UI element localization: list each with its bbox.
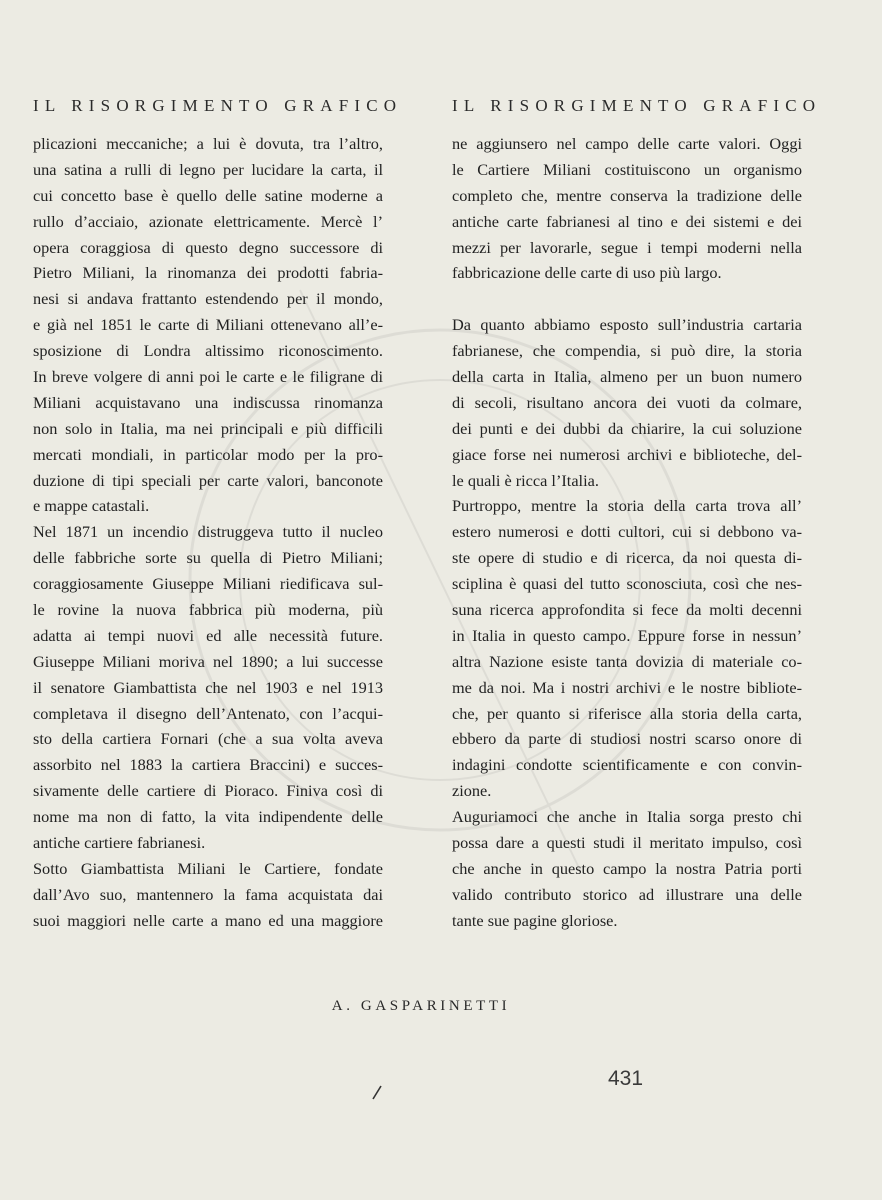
text-line: che, per quanto si riferisce alla storia della carta,	[452, 703, 802, 723]
text-line: le Cartiere Miliani costituiscono un organismo	[452, 159, 802, 179]
text-line: Sotto Giambattista Miliani le Cartiere, fondate	[33, 858, 383, 878]
text-line: in Italia in questo campo. Eppure forse in nessun’	[452, 625, 802, 645]
text-line: Pietro Miliani, la rinomanza dei prodotti fabria-	[33, 263, 383, 283]
paragraph-gap	[452, 286, 802, 312]
running-header-right: IL RISORGIMENTO GRAFICO	[452, 96, 822, 115]
text-line: coraggiosamente Giuseppe Miliani riedificava sul-	[33, 574, 383, 594]
text-line: della carta in Italia, almeno per un buon numero	[452, 367, 802, 387]
text-line: antiche carte fabrianesi al tino e dei sistemi e dei	[452, 211, 802, 231]
text-line: possa dare a questi studi il meritato impulso, così	[452, 833, 802, 853]
text-line: cui concetto base è quello delle satine moderne a	[33, 185, 383, 205]
text-line: giace forse nei numerosi archivi e biblioteche, del-	[452, 444, 802, 464]
text-line: sto della cartiera Fornari (che a sua volta aveva	[33, 729, 383, 749]
text-line: dall’Avo suo, mantennero la fama acquistata dai	[33, 884, 383, 904]
text-line: delle fabbriche sorte su quella di Pietro Miliani;	[33, 548, 383, 568]
text-line: sposizione di Londra altissimo riconoscimento.	[33, 341, 383, 361]
text-column-left	[33, 131, 383, 934]
text-line: le rovine la nuova fabbrica più moderna, più	[33, 600, 383, 620]
text-line: Da quanto abbiamo esposto sull’industria cartaria	[452, 315, 802, 335]
pencil-mark	[371, 1084, 383, 1100]
text-line: Purtroppo, mentre la storia della carta trova all’	[452, 496, 802, 516]
text-line: che anche in questo campo la nostra Patria porti	[452, 858, 802, 878]
text-line: In breve volgere di anni poi le carte e le filigrane di	[33, 367, 383, 387]
text-line: ebbero da parte di studiosi nostri scarso onore di	[452, 729, 802, 749]
text-line: fabrianese, che compendia, si può dire, la storia	[452, 341, 802, 361]
text-line: una satina a rulli di legno per lucidare la carta, il	[33, 159, 383, 179]
text-line: indagini condotte scientificamente e con convin-	[452, 755, 802, 775]
text-line: sciplina è quasi del tutto sconosciuta, così che nes-	[452, 574, 802, 594]
text-line: le quali è ricca l’Italia.	[452, 470, 599, 490]
text-column-right	[452, 131, 802, 934]
text-line: non solo in Italia, ma nei principali e più difficili	[33, 418, 383, 438]
text-line: mercati mondiali, in particolar modo per la pro-	[33, 444, 383, 464]
text-line: completava il disegno dell’Antenato, con l’acqui-	[33, 703, 383, 723]
text-line: altra Nazione esiste tanta dovizia di materiale co-	[452, 651, 802, 671]
text-line: ne aggiunsero nel campo delle carte valori. Oggi	[452, 134, 802, 153]
text-line: e mappe catastali.	[33, 496, 150, 516]
text-line: Nel 1871 un incendio distruggeva tutto il nucleo	[33, 522, 383, 542]
text-line: zione.	[452, 781, 492, 801]
text-line: nome ma non di fatto, la vita indipendente delle	[33, 807, 383, 827]
text-line: estero numerosi e dotti cultori, cui si debbono va-	[452, 522, 802, 542]
text-line: assorbito nel 1883 la cartiera Braccini) e succes-	[33, 755, 383, 775]
text-line: Auguriamoci che anche in Italia sorga presto chi	[452, 807, 802, 827]
author-signature: A. GASPARINETTI	[331, 998, 511, 1014]
text-line: suoi maggiori nelle carte a mano ed una maggiore	[33, 910, 383, 930]
text-line: fabbricazione delle carte di uso più largo.	[452, 263, 722, 283]
page-number: 431	[608, 1067, 644, 1090]
text-line: suna ricerca approfondita si fece da molti decenni	[452, 600, 802, 620]
text-line: Miliani acquistavano una indiscussa rinomanza	[33, 392, 383, 412]
text-line: nesi si andava frattanto estendendo per il mondo,	[33, 289, 383, 309]
text-line: Giuseppe Miliani moriva nel 1890; a lui successe	[33, 651, 383, 671]
text-line: me da noi. Ma i nostri archivi e le nostre bibliote-	[452, 677, 802, 697]
text-line: mezzi per lavorarle, segue i tempi moderni nella	[452, 237, 802, 257]
text-line: il senatore Giambattista che nel 1903 e nel 1913	[33, 677, 383, 697]
text-line: completo che, mentre conserva la tradizione delle	[452, 185, 802, 205]
running-header-left: IL RISORGIMENTO GRAFICO	[33, 96, 403, 115]
text-line: plicazioni meccaniche; a lui è dovuta, tra l’altro,	[33, 134, 383, 153]
text-line: antiche cartiere fabrianesi.	[33, 833, 206, 853]
text-line: adatta ai tempi nuovi ed alle necessità future.	[33, 625, 383, 645]
text-line: dei punti e dei dubbi da chiarire, la cui soluzione	[452, 418, 802, 438]
text-line: ste opere di studio e di ricerca, da noi questa di-	[452, 548, 802, 568]
text-line: valido contributo storico ad illustrare una delle	[452, 884, 802, 904]
text-line: tante sue pagine gloriose.	[452, 910, 618, 930]
text-line: rullo d’acciaio, azionate elettricamente. Mercè l’	[33, 211, 383, 231]
text-line: di secoli, risultano ancora dei vuoti da colmare,	[452, 392, 802, 412]
text-line: e già nel 1851 le carte di Miliani ottenevano all’e-	[33, 315, 383, 335]
text-line: opera coraggiosa di questo degno successore di	[33, 237, 383, 257]
text-line: sivamente delle cartiere di Pioraco. Finiva così di	[33, 781, 383, 801]
text-line: duzione di tipi speciali per carte valori, banconote	[33, 470, 383, 490]
